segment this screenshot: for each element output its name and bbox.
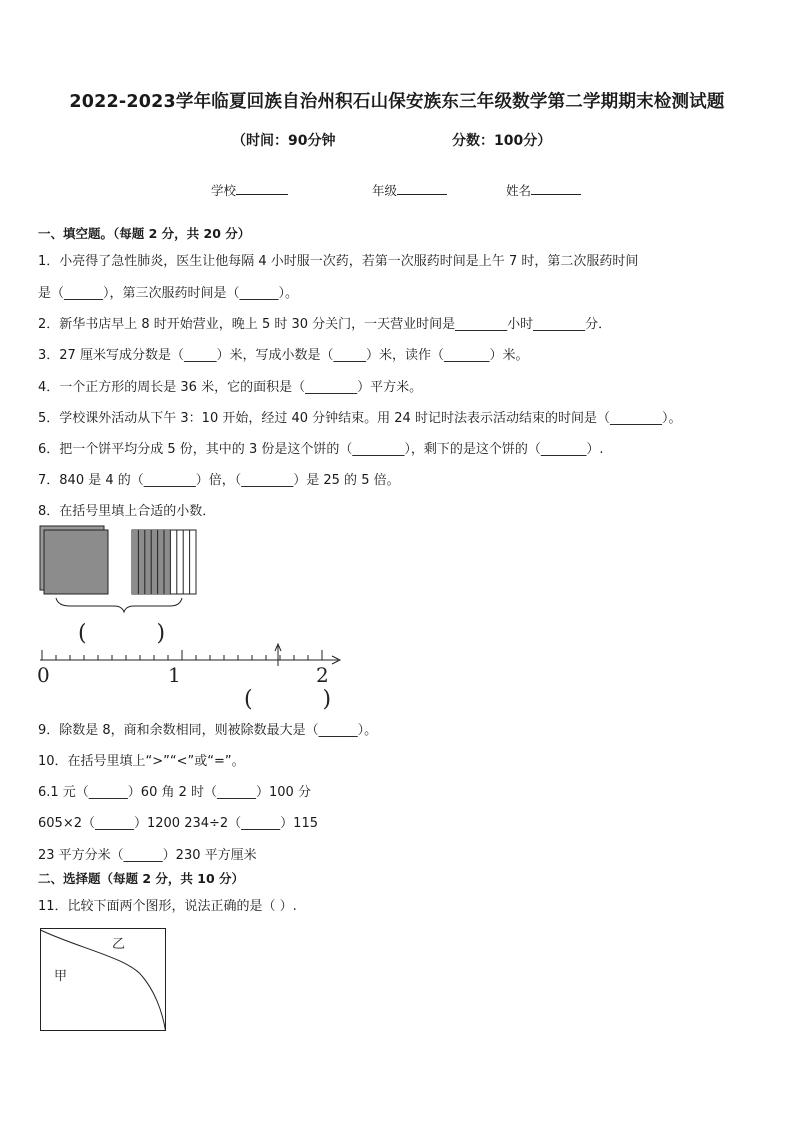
question-1-line-1: 1．小亮得了急性肺炎，医生让他每隔 4 小时服一次药，若第一次服药时间是上午 7 时，第二次服药时间	[38, 254, 639, 269]
q11-figure	[38, 926, 170, 1034]
label-yi: 乙	[112, 937, 126, 952]
section-heading-fill-in: 一、填空题。（每题 2 分，共 20 分）	[38, 226, 251, 241]
question-9: 9．除数是 8，商和余数相同，则被除数最大是（______）。	[38, 723, 378, 738]
question-10-row-2: 605×2（______）1200 234÷2（______）115	[38, 816, 318, 831]
total-score: 分数：100分）	[452, 133, 552, 149]
number-line-ticks	[42, 650, 322, 660]
question-10-row-1: 6.1 元（______）60 角 2 时（______）100 分	[38, 785, 311, 800]
label-jia: 甲	[54, 969, 68, 984]
question-3: 3．27 厘米写成分数是（_____）米，写成小数是（_____）米，读作（_______）米。	[38, 348, 529, 363]
question-4: 4．一个正方形的周长是 36 米，它的面积是（________）平方米。	[38, 380, 423, 395]
school-blank[interactable]	[236, 182, 288, 195]
q8-paren-top[interactable]: ( )	[78, 621, 166, 646]
brace	[56, 598, 182, 612]
name-label: 姓名	[506, 183, 532, 198]
question-10-row-3: 23 平方分米（______）230 平方厘米	[38, 848, 257, 863]
school-field[interactable]	[211, 181, 288, 199]
tick-label-2: 2	[316, 663, 329, 687]
question-2: 2．新华书店早上 8 时开始营业，晚上 5 时 30 分关门，一天营业时间是________小时________分．	[38, 317, 612, 332]
question-7: 7．840 是 4 的（________）倍，（________）是 25 的 5 倍。	[38, 473, 400, 488]
tick-label-1: 1	[168, 663, 181, 687]
question-5: 5．学校课外活动从下午 3：10 开始，经过 40 分钟结束。用 24 时记时法表示活动结束的时间是（________）。	[38, 411, 682, 426]
grade-blank[interactable]	[397, 182, 447, 195]
question-6: 6．把一个饼平均分成 5 份，其中的 3 份是这个饼的（________），剩下的是这个饼的（_______）.	[38, 442, 604, 457]
tick-label-0: 0	[37, 663, 50, 687]
grade-label: 年级	[372, 183, 398, 198]
school-label: 学校	[211, 183, 237, 198]
time-limit: （时间：90分钟	[232, 133, 336, 149]
question-11: 11．比较下面两个图形，说法正确的是（ ）.	[38, 899, 297, 914]
grade-field[interactable]	[372, 181, 447, 199]
q8-paren-bottom[interactable]: ( )	[244, 687, 332, 712]
exam-title: 2022-2023学年临夏回族自治州积石山保安族东三年级数学第二学期期末检测试题	[69, 92, 725, 112]
question-10: 10．在括号里填上“>”“<”或“=”。	[38, 754, 245, 769]
name-field[interactable]	[506, 181, 581, 199]
question-1-line-2: 是（______），第三次服药时间是（______）。	[38, 286, 299, 301]
name-blank[interactable]	[531, 182, 581, 195]
full-square-front	[44, 530, 108, 594]
section-heading-choice: 二、选择题（每题 2 分，共 10 分）	[38, 871, 245, 886]
question-8: 8．在括号里填上合适的小数．	[38, 504, 216, 519]
q8-figure	[30, 520, 360, 712]
